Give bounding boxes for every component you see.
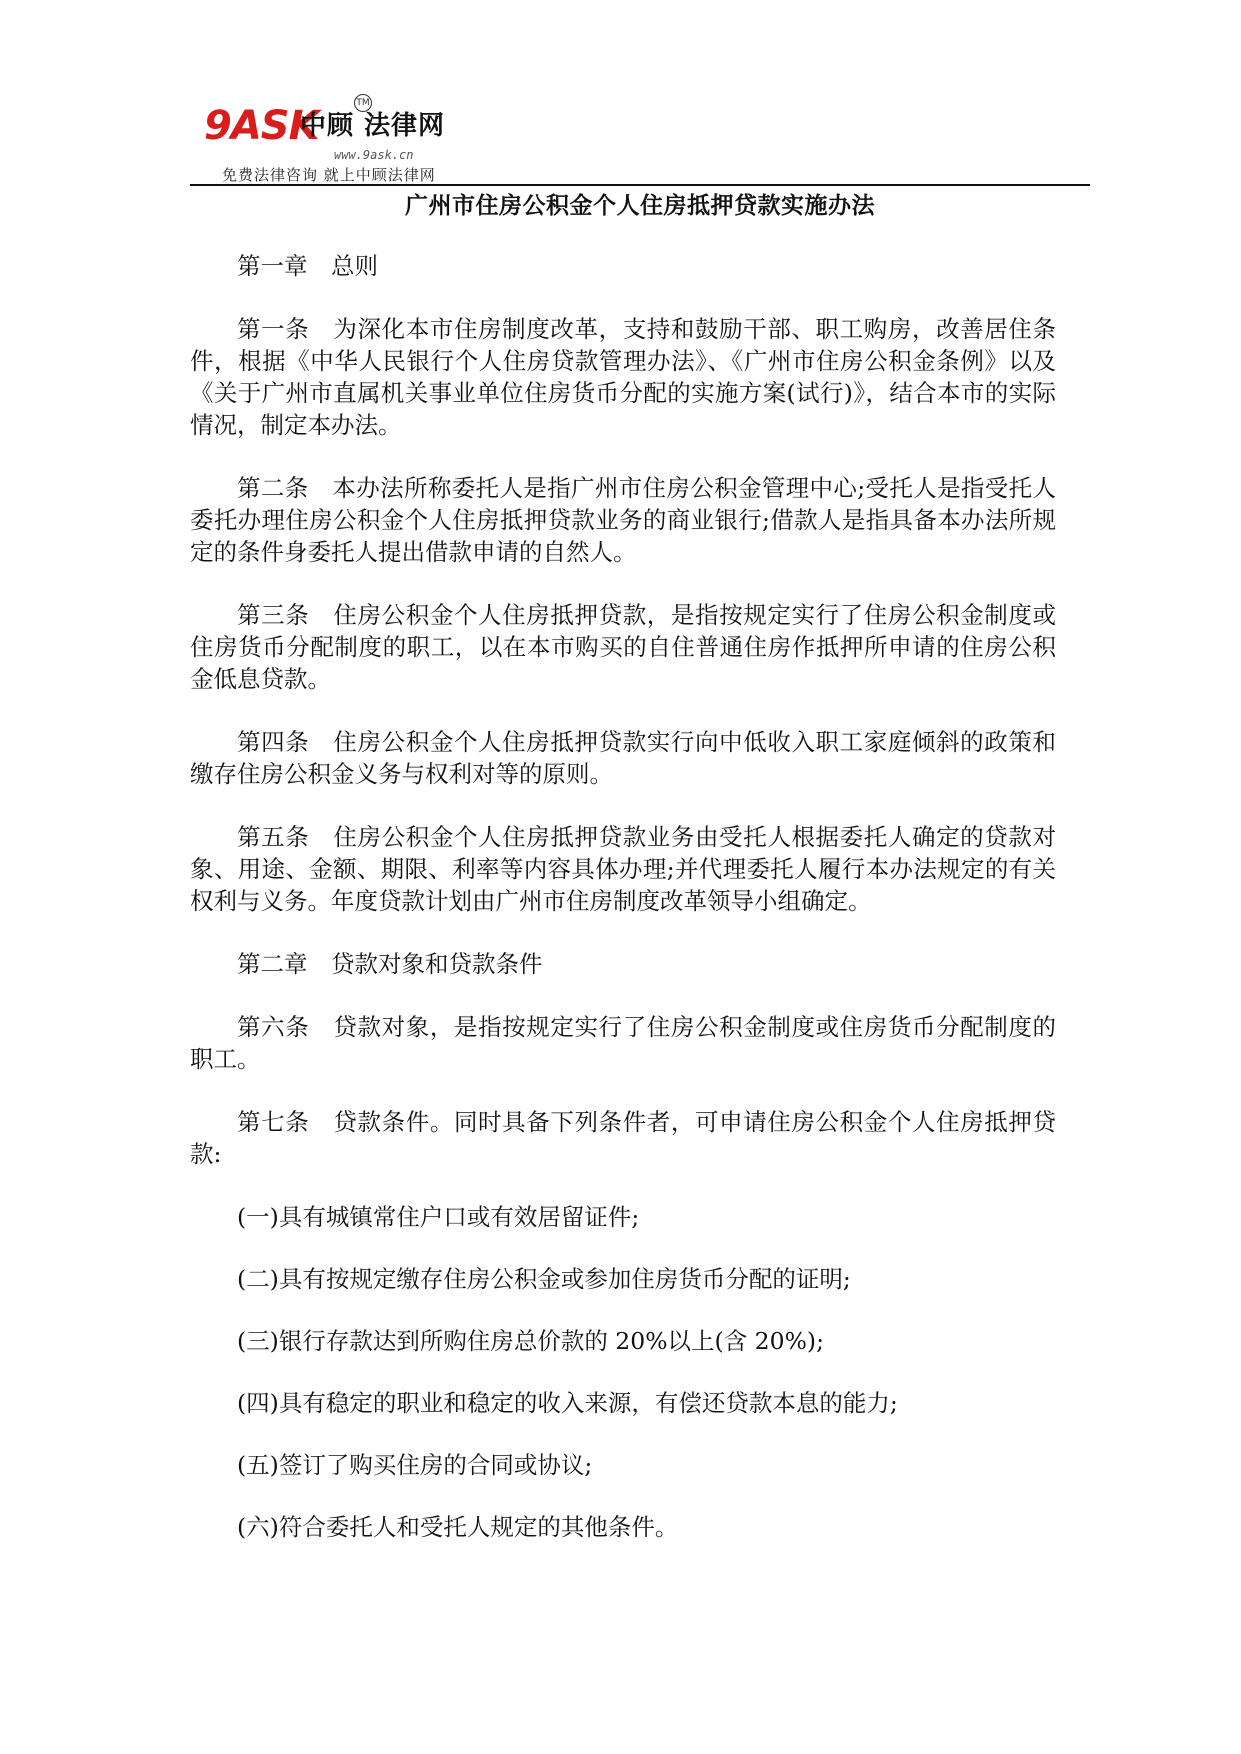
condition-item: (六)符合委托人和受托人规定的其他条件。 [237,1513,679,1541]
condition-item: (五)签订了购买住房的合同或协议; [237,1451,593,1479]
article-paragraph: 第二条 本办法所称委托人是指广州市住房公积金管理中心;受托人是指受托人委托办理住房公积金个人住房抵押贷款业务的商业银行;借款人是指具备本办法所规定的条件身委托人提出借款申请的自然人。 [190,474,1056,566]
logo-mark: 9ASK [204,103,319,149]
trademark-icon: TM [354,94,372,112]
chapter-heading: 第二章 贷款对象和贷款条件 [237,950,543,978]
condition-item: (二)具有按规定缴存住房公积金或参加住房货币分配的证明; [237,1265,851,1293]
article-paragraph: 第七条 贷款条件。同时具备下列条件者，可申请住房公积金个人住房抵押贷款: [190,1108,1056,1168]
condition-item: (一)具有城镇常住户口或有效居留证件; [237,1203,640,1231]
article-paragraph: 第三条 住房公积金个人住房抵押贷款，是指按规定实行了住房公积金制度或住房货币分配制度的职工，以在本市购买的自住普通住房作抵押所申请的住房公积金低息贷款。 [190,601,1056,693]
chapter-heading: 第一章 总则 [237,252,378,280]
logo-slogan: 免费法律咨询 就上中顾法律网 [222,166,436,184]
logo-url: www.9ask.cn [334,148,414,162]
condition-item: (三)银行存款达到所购住房总价款的 20%以上(含 20%); [237,1327,824,1355]
article-paragraph: 第五条 住房公积金个人住房抵押贷款业务由受托人根据委托人确定的贷款对象、用途、金额、期限、利率等内容具体办理;并代理委托人履行本办法规定的有关权利与义务。年度贷款计划由广州市住房制度改革领导小组确定。 [190,823,1056,915]
page-header [190,88,1090,188]
condition-item: (四)具有稳定的职业和稳定的收入来源，有偿还贷款本息的能力; [237,1389,898,1417]
document-title: 广州市住房公积金个人住房抵押贷款实施办法 [405,192,875,219]
document-body [190,250,1056,1573]
logo-chinese-name: 中顾 法律网 [300,111,446,141]
article-paragraph: 第四条 住房公积金个人住房抵押贷款实行向中低收入职工家庭倾斜的政策和缴存住房公积金义务与权利对等的原则。 [190,728,1056,788]
site-logo[interactable] [204,98,464,184]
header-divider [190,184,1090,186]
article-paragraph: 第一条 为深化本市住房制度改革，支持和鼓励干部、职工购房，改善居住条件，根据《中华人民银行个人住房贷款管理办法》、《广州市住房公积金条例》以及《关于广州市直属机关事业单位住房货币分配的实施方案(试行)》，结合本市的实际情况，制定本办法。 [190,315,1056,439]
article-paragraph: 第六条 贷款对象，是指按规定实行了住房公积金制度或住房货币分配制度的职工。 [190,1013,1056,1073]
